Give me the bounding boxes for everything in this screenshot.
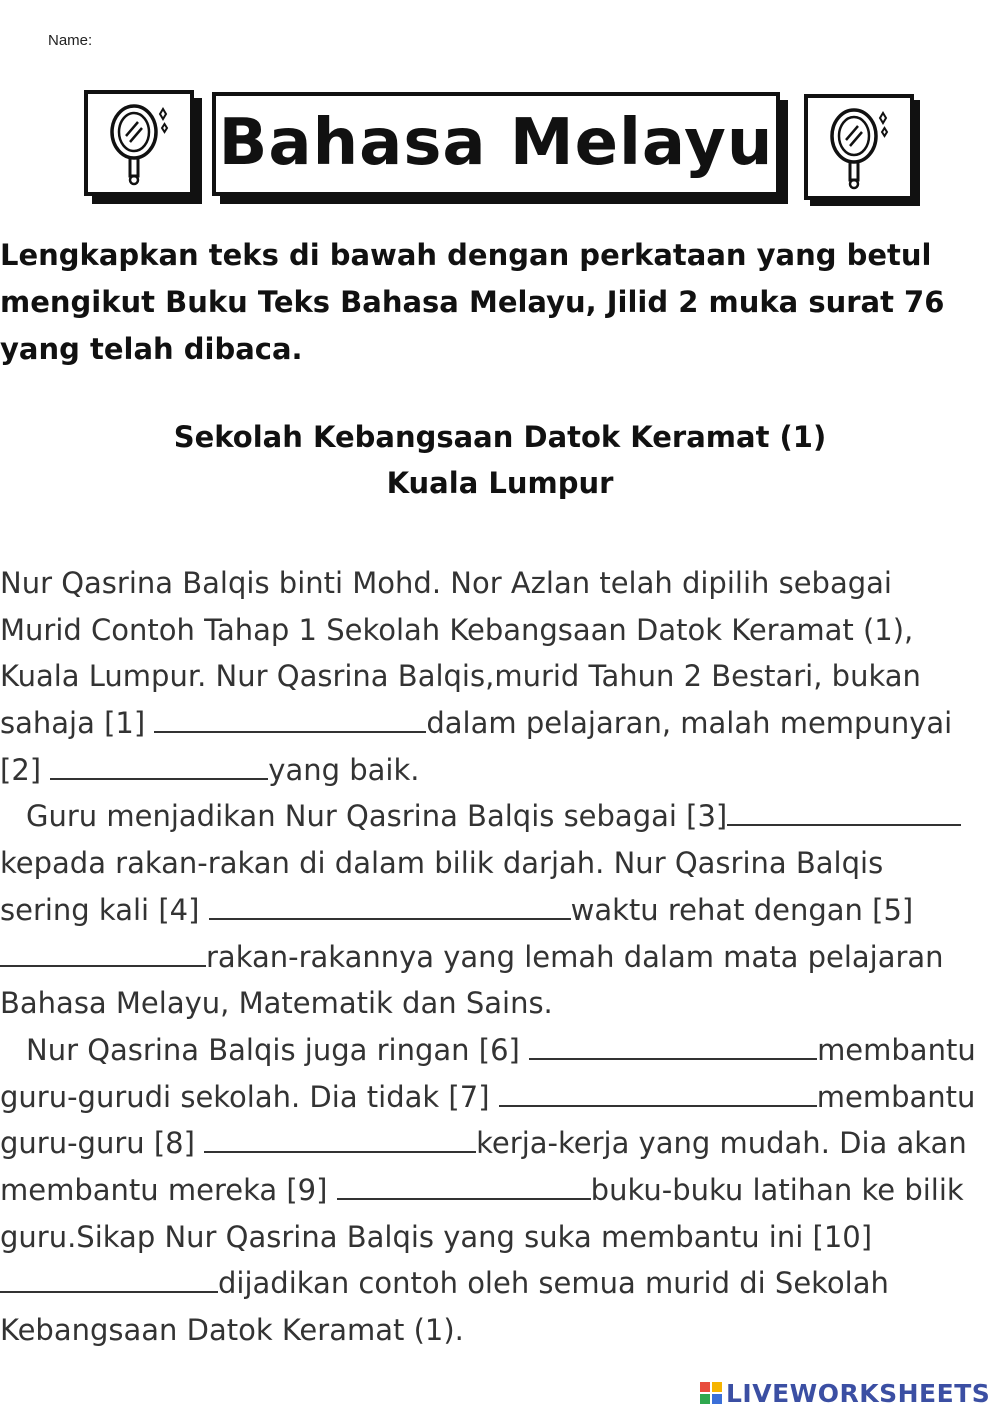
liveworksheets-logo[interactable] [700, 1378, 990, 1408]
passage-text: guru-gurudi sekolah. Dia tidak [7] [0, 1079, 499, 1114]
title-box [212, 92, 780, 196]
answer-blank-10[interactable] [0, 1261, 218, 1293]
logo-square [700, 1394, 710, 1404]
passage-text: membantu [817, 1032, 976, 1067]
logo-square [712, 1394, 722, 1404]
page-title: Bahasa Melayu [218, 106, 774, 180]
answer-blank-3[interactable] [727, 794, 961, 826]
school-name: Sekolah Kebangsaan Datok Keramat (1) [173, 420, 827, 454]
brand-name: LIVEWORKSHEETS [726, 1378, 991, 1408]
passage-text: membantu [816, 1079, 976, 1114]
passage-line: Murid Contoh Tahap 1 Sekolah Kebangsaan Datok Keramat (1), [0, 612, 914, 647]
answer-blank-2[interactable] [50, 748, 268, 780]
passage-line: Bahasa Melayu, Matematik dan Sains. [0, 986, 553, 1021]
answer-blank-7[interactable] [499, 1075, 817, 1107]
answer-blank-8[interactable] [204, 1121, 476, 1153]
passage-line: Nur Qasrina Balqis binti Mohd. Nor Azlan telah dipilih sebagai [0, 566, 892, 600]
passage-text: sahaja [1] [0, 706, 155, 741]
passage-text: kerja-kerja yang mudah. Dia akan [476, 1126, 967, 1161]
passage-text: yang baik. [268, 752, 420, 787]
passage [0, 560, 1000, 1354]
passage-line: guru.Sikap Nur Qasrina Balqis yang suka membantu ini [10] [0, 1219, 873, 1254]
name-label: Name: [48, 32, 93, 49]
passage-text: [2] [0, 752, 51, 787]
logo-grid-icon [700, 1382, 722, 1404]
passage-text: buku-buku latihan ke bilik [590, 1172, 964, 1207]
answer-blank-4[interactable] [209, 888, 571, 920]
passage-line: Kebangsaan Datok Keramat (1). [0, 1313, 464, 1347]
left-icon-box [84, 90, 194, 196]
passage-text: membantu mereka [9] [0, 1172, 337, 1207]
passage-line: Kuala Lumpur. Nur Qasrina Balqis,murid Tahun 2 Bestari, bukan [0, 659, 921, 694]
right-icon-box [804, 94, 914, 200]
answer-blank-1[interactable] [154, 701, 426, 733]
answer-blank-9[interactable] [337, 1168, 591, 1200]
passage-text: Nur Qasrina Balqis juga ringan [6] [26, 1032, 530, 1067]
answer-blank-6[interactable] [529, 1028, 817, 1060]
passage-text: rakan-rakannya yang lemah dalam mata pelajaran [206, 939, 944, 974]
logo-square [712, 1382, 722, 1392]
passage-text: guru-guru [8] [0, 1126, 205, 1161]
hand-mirror-icon [102, 102, 182, 188]
answer-blank-5[interactable] [0, 935, 206, 967]
passage-text: Guru menjadikan Nur Qasrina Balqis sebagai [3] [26, 799, 728, 834]
logo-square [700, 1382, 710, 1392]
passage-text: waktu rehat dengan [5] [570, 892, 914, 927]
worksheet-header [84, 86, 918, 204]
hand-mirror-icon [822, 106, 902, 192]
passage-text: sering kali [4] [0, 892, 209, 927]
school-location: Kuala Lumpur [386, 466, 614, 500]
passage-text: dalam pelajaran, malah mempunyai [426, 706, 953, 741]
passage-text: dijadikan contoh oleh semua murid di Sekolah [218, 1266, 889, 1301]
instruction-text: Lengkapkan teks di bawah dengan perkataan yang betul mengikut Buku Teks Bahasa Melayu, Jilid 2 muka surat 76 yang telah dibaca. [0, 238, 945, 366]
passage-line: kepada rakan-rakan di dalam bilik darjah. Nur Qasrina Balqis [0, 846, 884, 881]
